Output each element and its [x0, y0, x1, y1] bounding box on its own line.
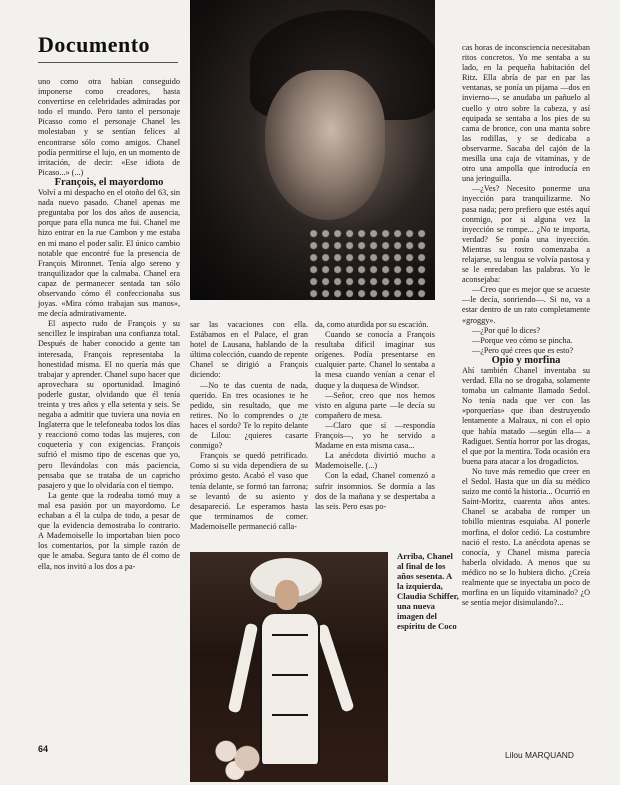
paragraph: La gente que la rodeaba tomó muy a mal esa pasión por un mayordomo. Le echaban a él la culpa de todo, a pesar de que la evidencia demostraba lo contrario. A Mademoiselle lo importaban bien poco los comentarios, por la simple razón de que le amaba. Segura tanto de él como de ella, nos invitó a los dos a pa- [38, 490, 180, 571]
dress-shape [260, 614, 320, 764]
paragraph: No tuve más remedio que creer en el Sedol. Hasta que un día su médico suizo me contó la historia... Ocurrió en Saint-Moritz, cuarenta años antes. Chanel se acababa de romper un tobillo mientras esquiaba. Al ponerle morfina, el dolor cedió. La costumbre nació el resto. La anécdota apenas se conocía, y Chanel misma parecía haberla olvidado. A menos que su médico no se lo hubiera dicho. ¿Creía realmente que se inyectaba un poco de morfina en un líquido vitaminado? ¿O se sentía mejor disimulando?... [462, 466, 590, 608]
intro-paragraph: uno como otra habían conseguido imponerse como creadores, hasta convertirse en celebridades admiradas por todo el mundo. Pero tanto el personaje Picasso como el personaje Chanel les molestaban y se sentían felices al encontrarse sólo como amigos. Chanel podía permitirse el lujo, en un momento de irritación, de decir: «Ese idiota de Picaso...» (...) [38, 77, 180, 177]
paragraph: —¿Por qué lo dices? [472, 325, 540, 335]
paragraph: Cuando se conocía a François resultaba difícil imaginar sus orígenes. Podía presentarse en cualquier parte. Chanel lo sentaba a la mesa cuando venían a cenar el duque y la duquesa de Windsor. [315, 330, 435, 390]
subhead-opio: Opio y morfina [491, 354, 561, 366]
section-title: Documento [38, 32, 151, 57]
paragraph: Volví a mi despacho en el otoño del 63, sin nada nuevo pasado. Chanel apenas me preguntaba por los dos años de ausencia, porque para ella nunca me fui. Chanel me hizo entrar en la rue Cambon y me estaba en mi mano el poder salir. El único cambio notable que encontré fue la presencia de François Mironnet. Tenía algo sereno y tranquilizador que la calmaba. Chanel era capaz de permanecer sentada tan sólo observando cómo él confeccionaba sus joyas. «Mira cómo trabajan sus manos», me decía admirativamente. [38, 188, 180, 319]
flowers-shape [208, 732, 268, 780]
paragraph: François se quedó petrificado. Como si su vida dependiera de su próximo gesto. Acabó el vaso que tenía delante, se formó tan farrona; se levantó de su asiento y desapareció. Le esperamos hasta que terminamos de comer. Mademoiselle permaneció calla- [190, 451, 308, 531]
photo-caption: Arriba, Chanel al final de los años sesenta. A la izquierda, Claudia Schiffer, una nueva imagen del espíritu de Coco [397, 551, 459, 631]
head-shape [275, 580, 299, 610]
column-3 [315, 320, 435, 512]
face-shape [265, 70, 385, 220]
paragraph: —Claro que sí —respondía François—, yo he servido a Madame en esta misma casa... [315, 420, 435, 451]
paragraph: —¿Ves? Necesito ponerme una inyección para tranquilizarme. No pasa nada; pero prefiero que estés aquí conmigo, por si alguna vez la inyección se rompe... ¿No te importa, verdad? Se ponía una inyección. Mientras su rostro comenzaba a relajarse, su lengua se volvía pastosa y se le enredaban las palabras. Yo le aconsejaba: [462, 184, 590, 285]
chanel-portrait-photo [190, 0, 435, 300]
paragraph: Con la edad, Chanel comenzó a sufrir insomnios. Se dormía a las dos de la mañana y se despertaba a las seis. Pero esas po- [315, 471, 435, 511]
column-1 [38, 77, 180, 572]
paragraph: sar las vacaciones con ella. Estábamos en el Palace, el gran hotel de Lausana, hablando de la última colección, cuando de repente Chanel se dirigió a François diciendo: [190, 320, 308, 380]
subhead-mayordomo: François, el mayordomo [54, 176, 164, 188]
paragraph: El aspecto rudo de François y su sencillez le inspiraban una confianza total. Después de haber conocido a gente tan interesada, François representaba la honestidad misma. El no quería más que trabajar y aprender. Chanel supo hacer que aprovechara su oportunidad. Imaginó poderle gustar, olvidando que él tenía treinta y tres años y ella setenta y seis. Se negaba a admitir que tuviera una novia en Inglaterra que le telefoneaba todos los días y reaccionó como todas las mujeres, con coquetería y con exigencias. François sufrió el mismo tipo de escenas que yo, pero llevándolas con más paciencia, pensaba que se trataba de un capricho pasajero y que lo olvidaría con el tiempo. [38, 319, 180, 490]
runway-model-photo [190, 552, 388, 782]
left-glove-shape [227, 622, 260, 715]
paragraph: —¿Pero qué crees que es esto? [472, 345, 574, 355]
right-glove-shape [314, 622, 356, 714]
paragraph: —No te das cuenta de nada, querido. En tres ocasiones te he pedido, sin resultado, que me retires. No lo comprendes o ¿te haces el sordo? Te lo repito delante de Lilou: ¿quieres casarte conmigo? [190, 380, 308, 451]
author-signature: Lilou MARQUAND [505, 750, 574, 760]
paragraph: La anécdota divirtió mucho a Mademoiselle. (...) [315, 451, 435, 471]
title-rule [38, 62, 178, 63]
column-4 [462, 43, 590, 608]
pearls-shape [310, 230, 430, 300]
column-2 [190, 320, 308, 532]
paragraph: —Creo que es mejor que se acueste —le decía, sonriendo—. Si no, va a estar dentro de un rato completamente «groggy». [462, 285, 590, 325]
paragraph: cas horas de inconsciencia necesitaban ritos concretos. Yo me sentaba a su lado, en la pequeña habitación del Ritz. Ella abría de par en par las ventanas, se ponía un pijama —dos en invierno—, se anudaba un pañuelo al cuello y otro sobre la cabeza, y así equipada se sentaba a los pies de su cama de bronce, con una manta sobre las rodillas, y se dedicaba a observarme. Sacaba del cajón de la mesilla una caja de vitaminas, y de otro una ampolla que introducía en una jeringuilla. [462, 43, 590, 184]
paragraph: da, como aturdida por su escación. [315, 320, 429, 329]
paragraph: —Porque veo cómo se pincha. [472, 335, 573, 345]
paragraph: Ahí también Chanel inventaba su verdad. Ella no se drogaba, solamente tomaba un calmante llamado Sedol. No tenía nada que ver con las «porquerías» que iban destruyendo lentamente a Malraux, ni con el opio que había matado —según ella— a Radiguet. Sentía horror por las drogas, el que por la mentira. Toda ocasión era buena para atacar a los drogadictos. [462, 366, 590, 466]
page-number: 64 [38, 744, 49, 754]
paragraph: —Señor, creo que nos hemos visto en alguna parte —le decía su compañero de mesa. [315, 390, 435, 420]
